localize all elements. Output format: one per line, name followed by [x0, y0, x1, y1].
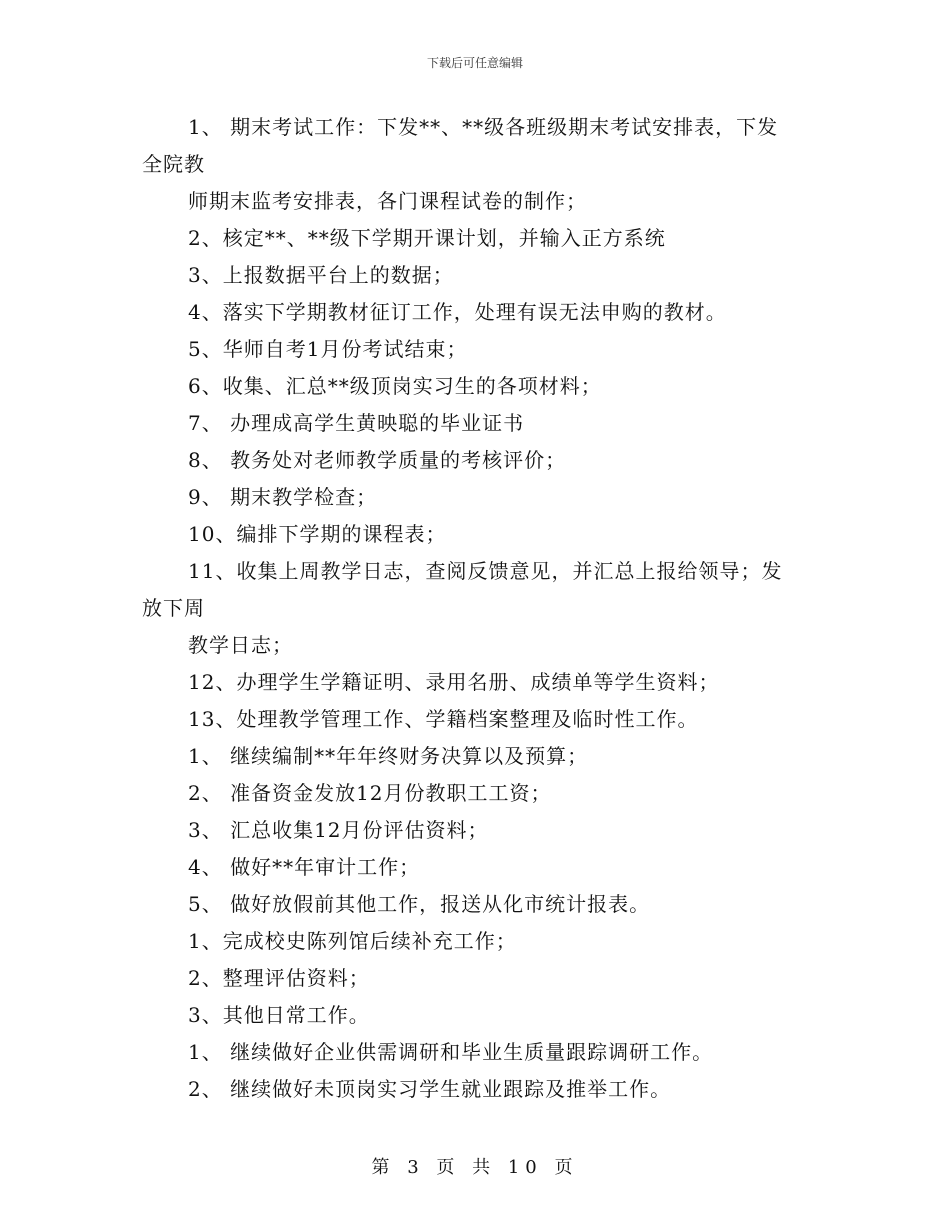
- text-line: 12、办理学生学籍证明、录用名册、成绩单等学生资料；: [188, 670, 720, 694]
- text-line: 5、 做好放假前其他工作，报送从化市统计报表。: [188, 892, 651, 916]
- text-line: 4、 做好**年审计工作；: [188, 855, 421, 879]
- page-footer: 第 3 页 共 10 页: [371, 1157, 579, 1178]
- text-line: 9、 期末教学检查；: [188, 485, 378, 509]
- text-line: 10、编排下学期的课程表；: [188, 522, 447, 546]
- text-line: 2、 继续做好未顶岗实习学生就业跟踪及推举工作。: [188, 1077, 672, 1101]
- text-line: 3、其他日常工作。: [188, 1003, 370, 1027]
- text-line: 7、 办理成高学生黄映聪的毕业证书: [188, 411, 525, 435]
- text-line: 2、整理评估资料；: [188, 966, 370, 990]
- text-line: 8、 教务处对老师教学质量的考核评价；: [188, 448, 567, 472]
- text-line: 5、华师自考1月份考试结束；: [188, 337, 468, 361]
- text-line: 1、 继续编制**年年终财务决算以及预算；: [188, 744, 589, 768]
- text-line: 2、核定**、**级下学期开课计划，并输入正方系统: [188, 226, 666, 250]
- text-line: 11、收集上周教学日志，查阅反馈意见，并汇总上报给领导；发: [188, 559, 783, 583]
- text-line: 2、 准备资金发放12月份教职工工资；: [188, 781, 552, 805]
- text-line: 教学日志；: [188, 633, 293, 657]
- text-line: 3、 汇总收集12月份评估资料；: [188, 818, 489, 842]
- text-line: 师期末监考安排表，各门课程试卷的制作；: [188, 189, 587, 213]
- text-line: 1、 继续做好企业供需调研和毕业生质量跟踪调研工作。: [188, 1040, 714, 1064]
- text-line: 3、上报数据平台上的数据；: [188, 263, 454, 287]
- text-line: 13、处理教学管理工作、学籍档案整理及临时性工作。: [188, 707, 699, 731]
- page-header: 下载后可任意编辑: [426, 56, 523, 70]
- text-line: 4、落实下学期教材征订工作，处理有误无法申购的教材。: [188, 300, 727, 324]
- text-line: 1、 期末考试工作：下发**、**级各班级期末考试安排表，下发: [188, 115, 779, 139]
- text-line: 全院教: [142, 152, 205, 176]
- text-line: 1、完成校史陈列馆后续补充工作；: [188, 929, 517, 953]
- text-line: 6、收集、汇总**级顶岗实习生的各项材料；: [188, 374, 602, 398]
- text-line: 放下周: [142, 596, 205, 620]
